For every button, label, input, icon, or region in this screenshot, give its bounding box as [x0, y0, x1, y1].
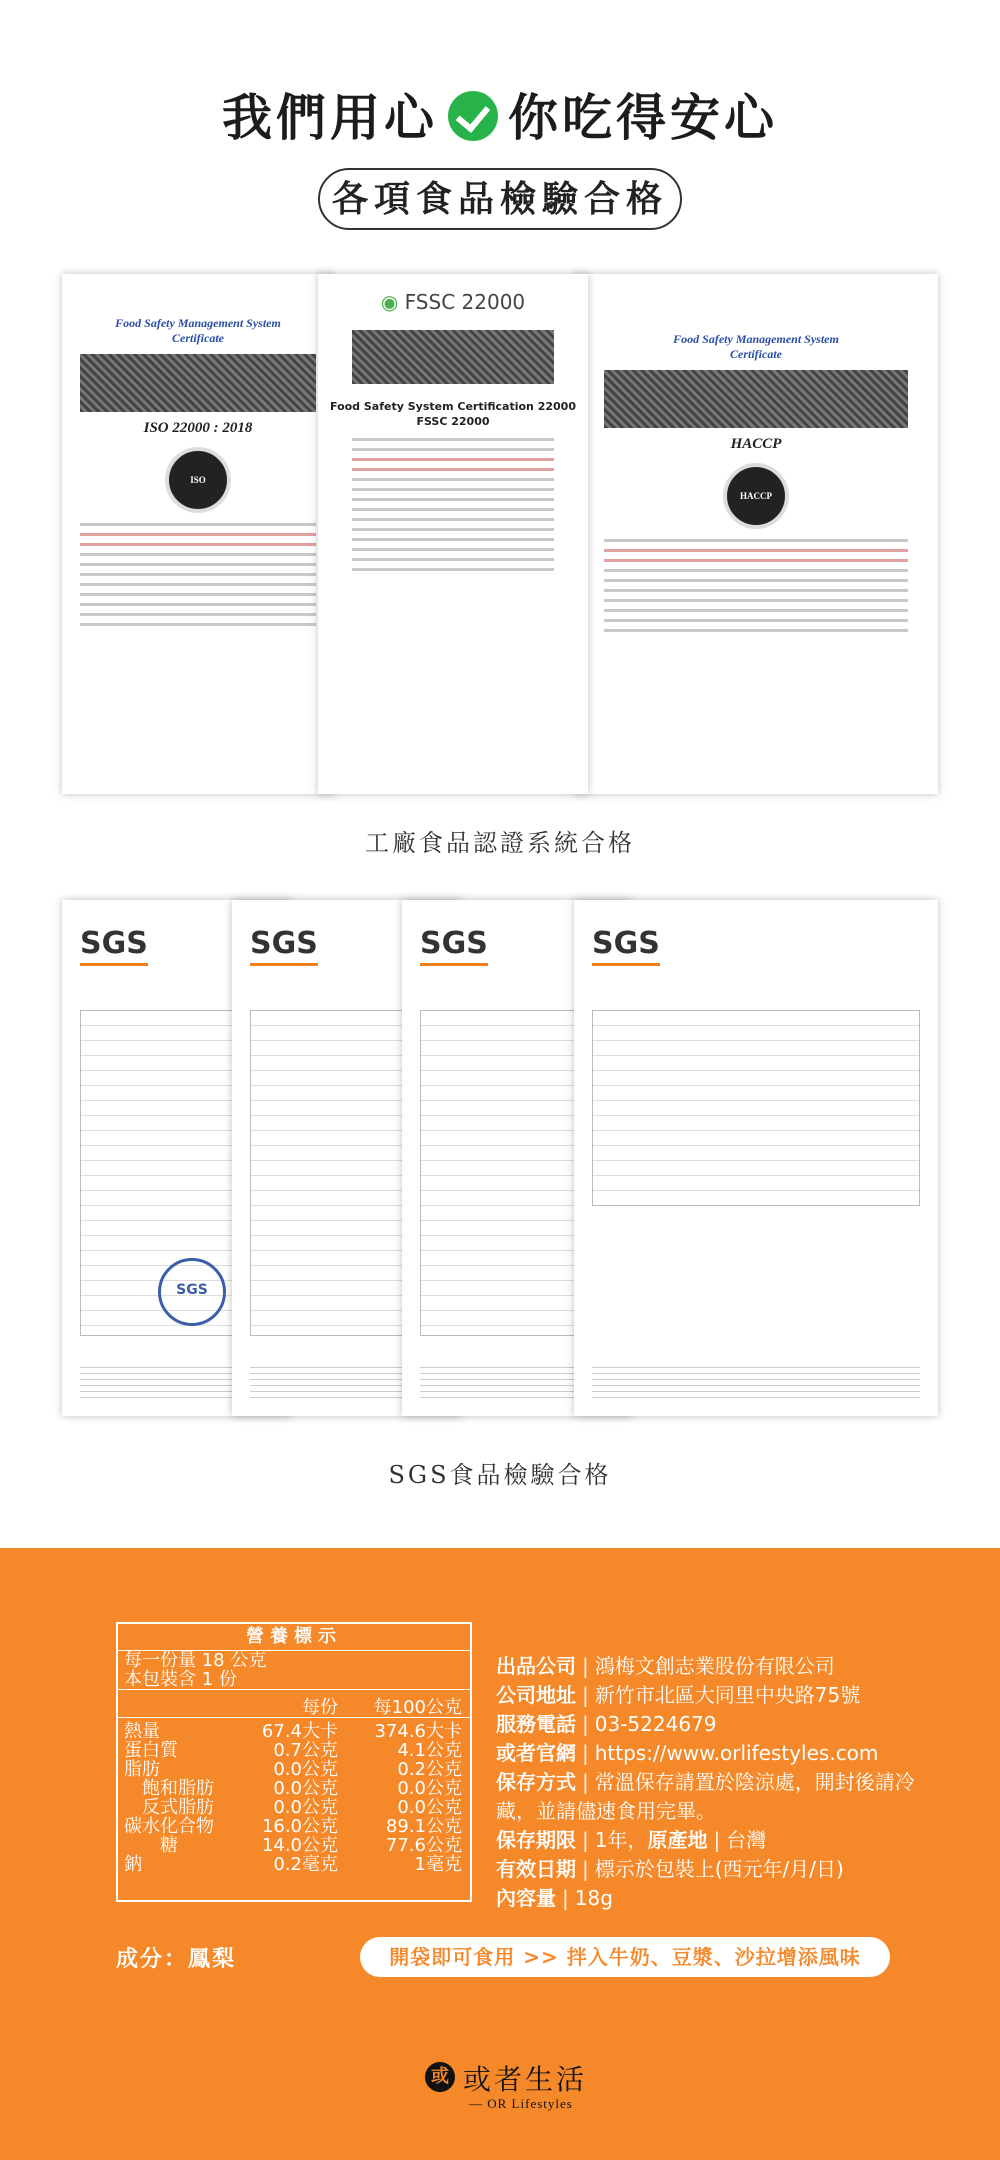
nutrient-per-serving: 0.7公克: [273, 1740, 338, 1761]
nutrient-per-serving: 0.0公克: [273, 1778, 338, 1799]
haccp-certificate: [574, 274, 938, 794]
sgs-caption: SGS食品檢驗合格: [388, 1461, 612, 1489]
sgs-logo: SGS: [80, 926, 148, 966]
shelf-label: 保存期限: [496, 1828, 576, 1852]
inspection-pill: 各項食品檢驗合格: [318, 168, 682, 230]
origin-label: 原產地: [647, 1828, 708, 1852]
nutrient-per-100g: 0.0公克: [397, 1797, 462, 1818]
cert-text-lines: [352, 438, 554, 571]
expiry-line: 有效日期 | 標示於包裝上(西元年/月/日): [496, 1857, 844, 1881]
storage-value: 常溫保存請置於陰涼處，開封後請冷藏，並請儘速食用完畢。: [496, 1770, 915, 1823]
nutrient-name: 糖: [124, 1835, 178, 1856]
expiry-label: 有效日期: [496, 1857, 576, 1881]
brand-tagline: — OR Lifestyles: [469, 2096, 573, 2111]
nutrient-per-100g: 0.0公克: [397, 1778, 462, 1799]
haccp-cert-subtitle: Certificate: [730, 347, 782, 361]
product-info: [496, 1652, 916, 1913]
phone-label: 服務電話: [496, 1712, 576, 1736]
net-line: 內容量 | 18g: [496, 1886, 613, 1910]
nutrition-row: [118, 1779, 470, 1798]
ingredients: 成分：鳳梨: [116, 1947, 237, 1972]
redacted-block: [80, 354, 316, 412]
nutrition-label: [116, 1622, 472, 1902]
website-label: 或者官網: [496, 1741, 576, 1765]
sgs-logo: SGS: [420, 926, 488, 966]
storage-label: 保存方式: [496, 1770, 576, 1794]
haccp-cert-title: Food Safety Management System: [673, 332, 839, 346]
sgs-logo: SGS: [592, 926, 660, 966]
website-line: 或者官網 | https://www.orlifestyles.com: [496, 1741, 879, 1765]
cert-text-lines: [80, 523, 316, 626]
shelf-value: 1年: [594, 1828, 628, 1852]
nutrient-per-serving: 67.4大卡: [261, 1721, 338, 1742]
usage-pill: 開袋即可食用 >> 拌入牛奶、豆漿、沙拉增添風味: [360, 1937, 890, 1977]
nutrition-rows: [118, 1722, 470, 1874]
nutrient-name: 蛋白質: [124, 1740, 178, 1761]
iso-standard: ISO 22000 : 2018: [143, 420, 253, 436]
sgs-logo: SGS: [250, 926, 318, 966]
nutrition-row: [118, 1722, 470, 1741]
factory-cert-caption: 工廠食品認證系統合格: [365, 829, 635, 857]
check-icon: [448, 91, 498, 141]
sgs-stamp-icon: SGS: [158, 1258, 226, 1326]
nutrient-name: 熱量: [124, 1721, 160, 1742]
sgs-report-4: [574, 900, 938, 1416]
nutrient-per-100g: 89.1公克: [385, 1816, 462, 1837]
nutrient-per-serving: 16.0公克: [261, 1816, 338, 1837]
headline-right: 你吃得安心: [508, 88, 778, 147]
col-per-serving: 每份: [302, 1697, 338, 1718]
nutrient-name: 脂肪: [124, 1759, 160, 1780]
fssc-logo-text: FSSC 22000: [404, 290, 526, 314]
haccp-standard: HACCP: [730, 436, 782, 452]
cert-text-lines: [604, 539, 908, 632]
brand-name: 或者生活: [463, 2063, 588, 2096]
company-value: 鴻梅文創志業股份有限公司: [594, 1654, 835, 1678]
brand-logo: [425, 2058, 645, 2118]
nutrition-row: [118, 1855, 470, 1874]
net-value: 18g: [574, 1886, 613, 1910]
report-table: [592, 1010, 920, 1206]
fssc-logo: ◉ FSSC 22000: [380, 290, 526, 314]
nutrition-title: 營養標示: [118, 1624, 470, 1651]
redacted-block: [352, 330, 554, 384]
headline: [0, 78, 1000, 150]
phone-value: 03-5224679: [594, 1712, 717, 1736]
fssc-standard: FSSC 22000: [416, 415, 490, 428]
nutrition-row: [118, 1798, 470, 1817]
storage-line: 保存方式 | 常溫保存請置於陰涼處，開封後請冷藏，並請儘速食用完畢。: [496, 1770, 915, 1823]
col-per-100g: 每100公克: [373, 1697, 462, 1718]
nutrition-row: [118, 1760, 470, 1779]
nutrition-row: [118, 1817, 470, 1836]
company-line: 出品公司 | 鴻梅文創志業股份有限公司: [496, 1654, 835, 1678]
iso-seal-icon: ISO: [165, 447, 231, 513]
nutrient-per-100g: 1毫克: [414, 1854, 462, 1875]
website-link[interactable]: https://www.orlifestyles.com: [594, 1741, 879, 1765]
serving-size: 每一份量 18 公克: [124, 1650, 267, 1671]
origin-value: 台灣: [726, 1828, 767, 1852]
fssc-certificate: [318, 274, 588, 794]
nutrient-per-100g: 4.1公克: [397, 1740, 462, 1761]
haccp-seal-icon: HACCP: [723, 463, 789, 529]
nutrition-row: [118, 1741, 470, 1760]
fssc-cert-title: Food Safety System Certification 22000: [330, 400, 576, 413]
shelf-line: 保存期限 | 1年，原產地 | 台灣: [496, 1828, 767, 1852]
address-value: 新竹市北區大同里中央路75號: [594, 1683, 861, 1707]
nutrient-per-100g: 77.6公克: [385, 1835, 462, 1856]
nutrient-name: 鈉: [124, 1854, 142, 1875]
nutrition-row: [118, 1836, 470, 1855]
brand-mark-icon: 或: [425, 2062, 455, 2092]
iso-certificate: [62, 274, 334, 794]
nutrient-per-100g: 0.2公克: [397, 1759, 462, 1780]
address-label: 公司地址: [496, 1683, 576, 1707]
nutrient-per-serving: 14.0公克: [261, 1835, 338, 1856]
nutrient-per-100g: 374.6大卡: [374, 1721, 462, 1742]
nutrient-per-serving: 0.2毫克: [273, 1854, 338, 1875]
redacted-block: [604, 370, 908, 428]
servings-per-pack: 本包裝含 1 份: [124, 1669, 237, 1690]
nutrient-per-serving: 0.0公克: [273, 1797, 338, 1818]
report-footer: [592, 1362, 920, 1402]
company-label: 出品公司: [496, 1654, 576, 1678]
phone-line: 服務電話 | 03-5224679: [496, 1712, 717, 1736]
iso-cert-title: Food Safety Management System: [115, 316, 281, 330]
expiry-value: 標示於包裝上(西元年/月/日): [594, 1857, 844, 1881]
nutrient-name: 碳水化合物: [124, 1816, 214, 1837]
address-line: 公司地址 | 新竹市北區大同里中央路75號: [496, 1683, 861, 1707]
headline-left: 我們用心: [222, 88, 438, 147]
iso-cert-subtitle: Certificate: [172, 331, 224, 345]
net-label: 內容量: [496, 1886, 556, 1910]
nutrient-name: 反式脂肪: [124, 1797, 214, 1818]
nutrient-name: 飽和脂肪: [124, 1778, 214, 1799]
nutrient-per-serving: 0.0公克: [273, 1759, 338, 1780]
